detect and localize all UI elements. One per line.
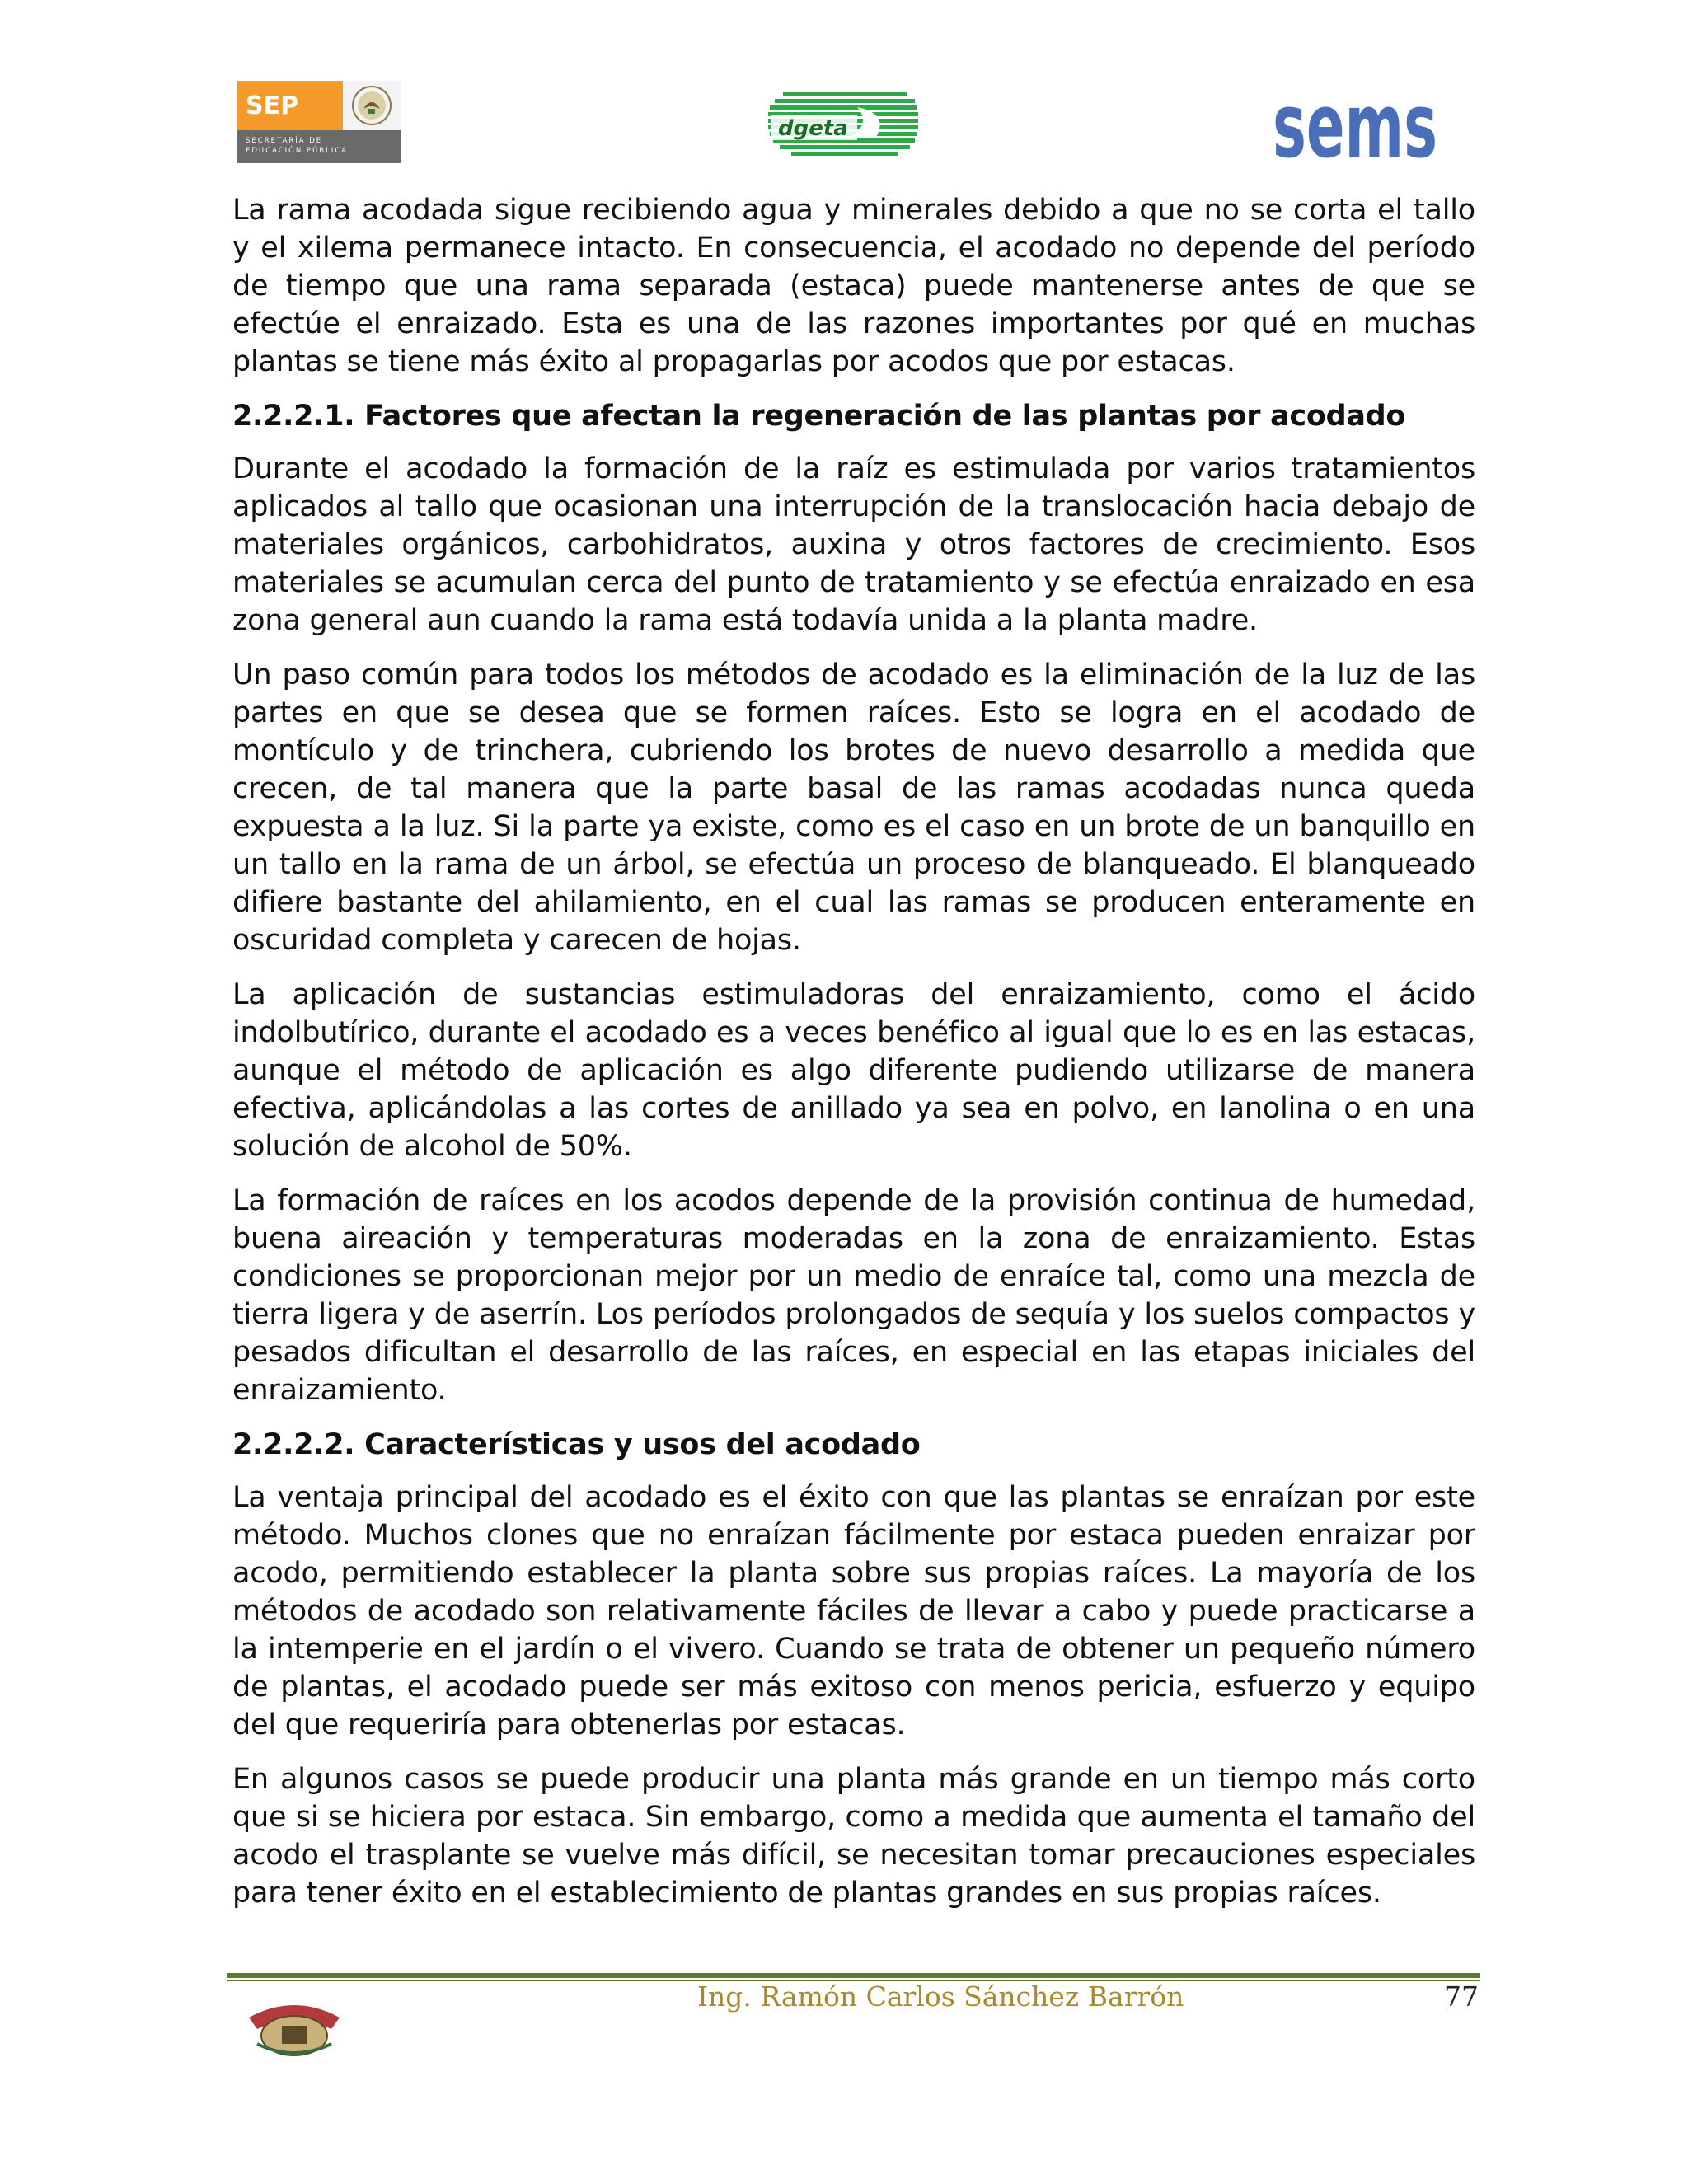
- page-body: [232, 191, 1475, 1929]
- sep-subtitle-line1: SECRETARÍA DE: [246, 137, 323, 145]
- school-emblem-icon: [241, 1993, 348, 2059]
- sep-logo: [237, 81, 401, 163]
- sems-logo: [1269, 75, 1442, 178]
- paragraph-1: La rama acodada sigue recibiendo agua y minerales debido a que no se corta el tallo y el xilema permanece intacto. En consecuencia, el acodado no depende del período de tiempo que una rama separada (estaca) puede mantenerse antes de que se efectúe el enraizado. Esta es una de las razones importantes por qué en muchas plantas se tiene más éxito al propagarlas por acodos que por estacas.: [232, 194, 1475, 378]
- paragraph-6: La ventaja principal del acodado es el éxito con que las plantas se enraízan por este método. Muchos clones que no enraízan fácilmente por estaca pueden enraizar por acodo, permitiendo establecer la planta sobre sus propias raíces. La mayoría de los métodos de acodado son relativamente fáciles de llevar a cabo y puede practicarse a la intemperie en el jardín o el vivero. Cuando se trata de obtener un pequeño número de plantas, el acodado puede ser más exitoso con menos pericia, esfuerzo y equipo del que requeriría para obtenerlas por estacas.: [232, 1481, 1475, 1741]
- section-heading-2-2-2-2: 2.2.2.2. Características y usos del acodado: [232, 1428, 921, 1461]
- paragraph-5: La formación de raíces en los acodos depende de la provisión continua de humedad, buena aireación y temperaturas moderadas en la zona de enraizamiento. Estas condiciones se proporcionan mejor por un medio de enraíce tal, como una mezcla de tierra ligera y de aserrín. Los períodos prolongados de sequía y los suelos compactos y pesados dificultan el desarrollo de las raíces, en especial en las etapas iniciales del enraizamiento.: [232, 1184, 1475, 1407]
- footer-divider: [227, 1971, 1480, 1980]
- dgeta-logo-text: dgeta: [778, 116, 848, 141]
- paragraph-2: Durante el acodado la formación de la raíz es estimulada por varios tratamientos aplicados al tallo que ocasionan una interrupción de la translocación hacia debajo de materiales orgánicos, carbohidratos, auxina y otros factores de crecimiento. Esos materiales se acumulan cerca del punto de tratamiento y se efectúa enraizado en esa zona general aun cuando la rama está todavía unida a la planta madre.: [232, 452, 1475, 637]
- page-number: 77: [1444, 1980, 1479, 2013]
- section-heading-2-2-2-1: 2.2.2.1. Factores que afectan la regeneración de las plantas por acodado: [232, 400, 1406, 433]
- mexican-eagle-seal-icon: [343, 81, 401, 130]
- paragraph-7: En algunos casos se puede producir una planta más grande en un tiempo más corto que si se hiciera por estaca. Sin embargo, como a medida que aumenta el tamaño del acodo el trasplante se vuelve más difícil, se necesitan tomar precauciones especiales para tener éxito en el establecimiento de plantas grandes en sus propias raíces.: [232, 1763, 1475, 1910]
- footer-author: Ing. Ramón Carlos Sánchez Barrón: [697, 1980, 1184, 2013]
- sems-logo-text: sems: [1273, 75, 1437, 178]
- sep-subtitle-line2: EDUCACIÓN PÚBLICA: [246, 147, 349, 155]
- paragraph-3: Un paso común para todos los métodos de acodado es la eliminación de la luz de las partes en que se desea que se formen raíces. Esto se logra en el acodado de montículo y de trinchera, cubriendo los brotes de nuevo desarrollo a medida que crecen, de tal manera que la parte basal de las ramas acodadas nunca queda expuesta a la luz. Si la parte ya existe, como es el caso en un brote de un banquillo en un tallo en la rama de un árbol, se efectúa un proceso de blanqueado. El blanqueado difiere bastante del ahilamiento, en el cual las ramas se producen enteramente en oscuridad completa y carecen de hojas.: [232, 658, 1475, 957]
- dgeta-logo: [767, 89, 920, 158]
- paragraph-4: La aplicación de sustancias estimuladoras del enraizamiento, como el ácido indolbutírico, durante el acodado es a veces benéfico al igual que lo es en las estacas, aunque el método de aplicación es algo diferente pudiendo utilizarse de manera efectiva, aplicándolas a las cortes de anillado ya sea en polvo, en lanolina o en una solución de alcohol de 50%.: [232, 978, 1475, 1163]
- sep-logo-name: SEP: [237, 81, 343, 130]
